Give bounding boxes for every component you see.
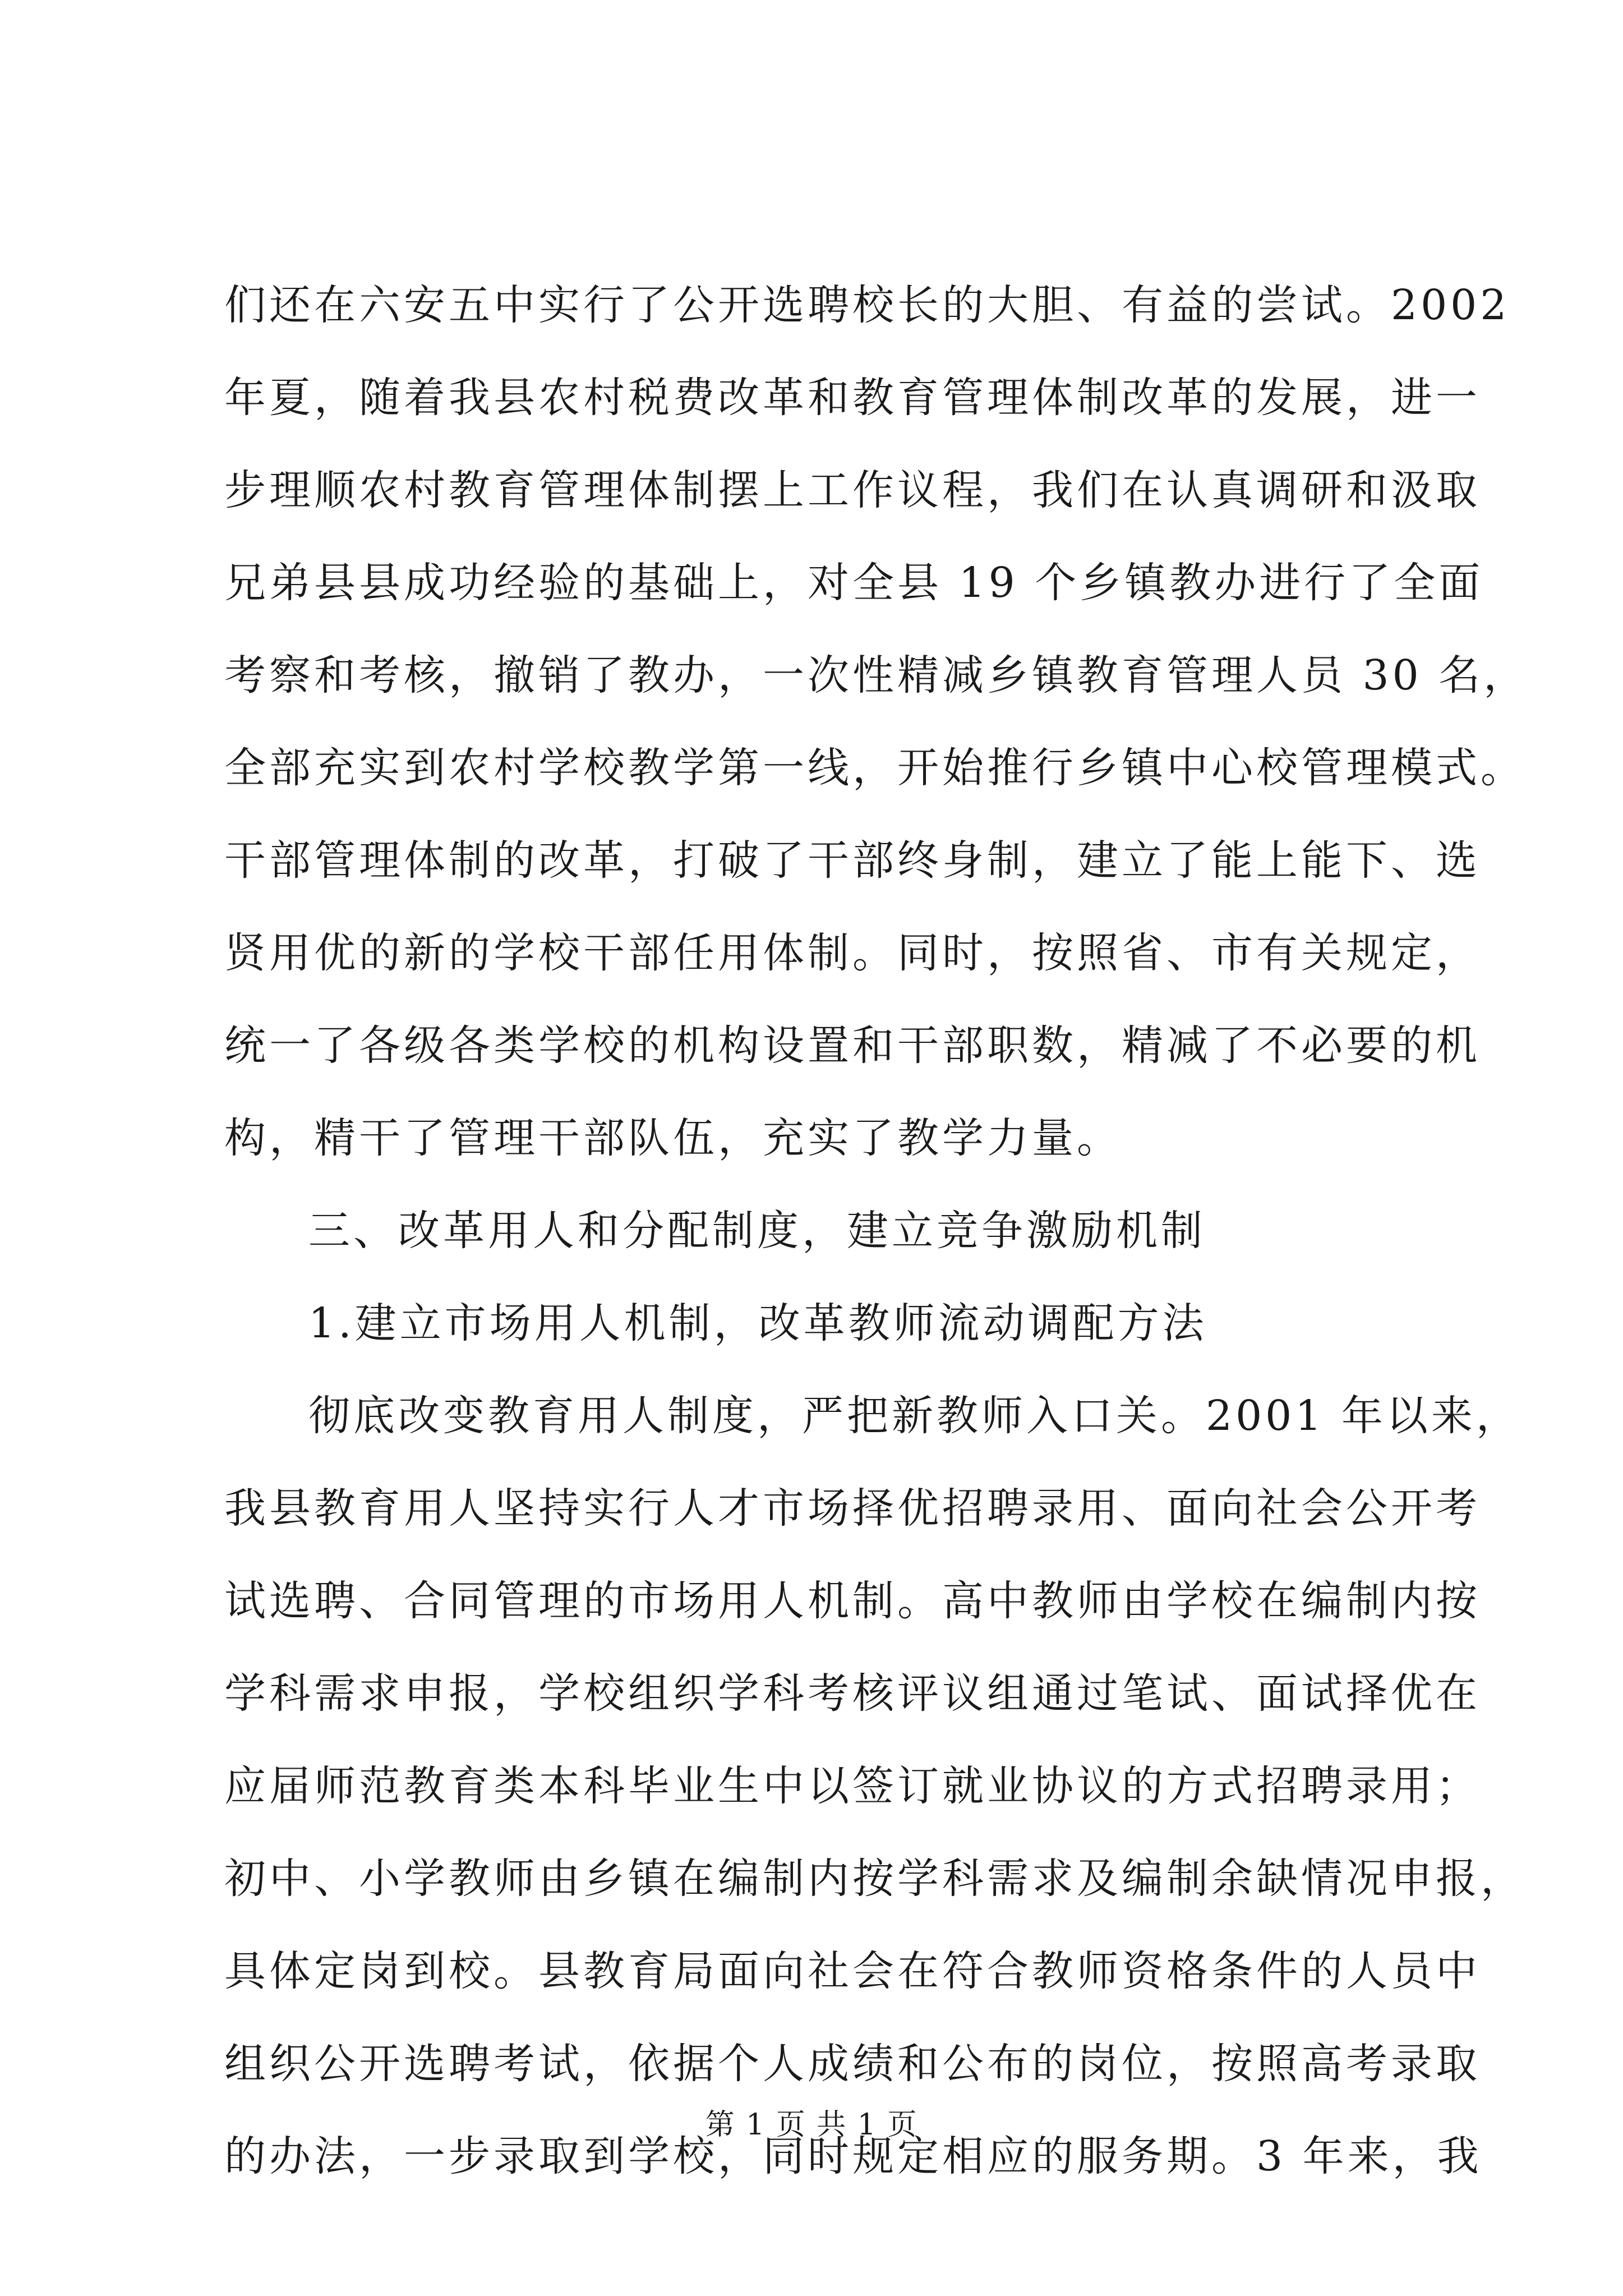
text-line: 干部管理体制的改革，打破了干部终身制，建立了能上能下、选 — [224, 836, 1481, 885]
text-line: 应届师范教育类本科毕业生中以签订就业协议的方式招聘录用； — [224, 1762, 1481, 1810]
text-line: 贤用优的新的学校干部任用体制。同时，按照省、市有关规定， — [224, 929, 1481, 977]
text-line: 的办法，一步录取到学校，同时规定相应的服务期。3 年来，我 — [224, 2132, 1482, 2180]
text-line: 考察和考核，撤销了教办，一次性精减乡镇教育管理人员 30 名， — [224, 651, 1529, 700]
page-number-footer: 第 1 页 共 1 页 — [705, 2108, 918, 2142]
text-line: 我县教育用人坚持实行人才市场择优招聘录用、面向社会公开考 — [224, 1484, 1481, 1533]
text-line: 全部充实到农村学校教学第一线，开始推行乡镇中心校管理模式。 — [224, 744, 1525, 792]
text-line: 试选聘、合同管理的市场用人机制。高中教师由学校在编制内按 — [224, 1577, 1481, 1625]
paragraph-first-line: 彻底改变教育用人制度，严把新教师入口关。2001 年以来， — [308, 1392, 1521, 1440]
subsection-heading: 1.建立市场用人机制，改革教师流动调配方法 — [308, 1299, 1207, 1347]
text-line: 初中、小学教师由乡镇在编制内按学科需求及编制余缺情况申报， — [224, 1855, 1525, 1903]
text-line: 兄弟县县成功经验的基础上，对全县 19 个乡镇教办进行了全面 — [224, 559, 1484, 607]
text-line: 组织公开选聘考试，依据个人成绩和公布的岗位，按照高考录取 — [224, 2040, 1481, 2088]
text-line: 学科需求申报，学校组织学科考核评议组通过笔试、面试择优在 — [224, 1669, 1481, 1718]
paragraph-last-line: 构，精干了管理干部队伍，充实了教学力量。 — [224, 1114, 1122, 1162]
text-line: 步理顺农村教育管理体制摆上工作议程，我们在认真调研和汲取 — [224, 466, 1481, 514]
document-body — [224, 259, 1529, 2203]
section-heading: 三、改革用人和分配制度，建立竞争激励机制 — [308, 1207, 1206, 1255]
text-line: 统一了各级各类学校的机构设置和干部职数，精减了不必要的机 — [224, 1022, 1481, 1070]
text-line: 具体定岗到校。县教育局面向社会在符合教师资格条件的人员中 — [224, 1947, 1481, 1995]
text-line: 年夏，随着我县农村税费改革和教育管理体制改革的发展，进一 — [224, 374, 1481, 422]
text-line: 们还在六安五中实行了公开选聘校长的大胆、有益的尝试。2002 — [224, 281, 1510, 329]
